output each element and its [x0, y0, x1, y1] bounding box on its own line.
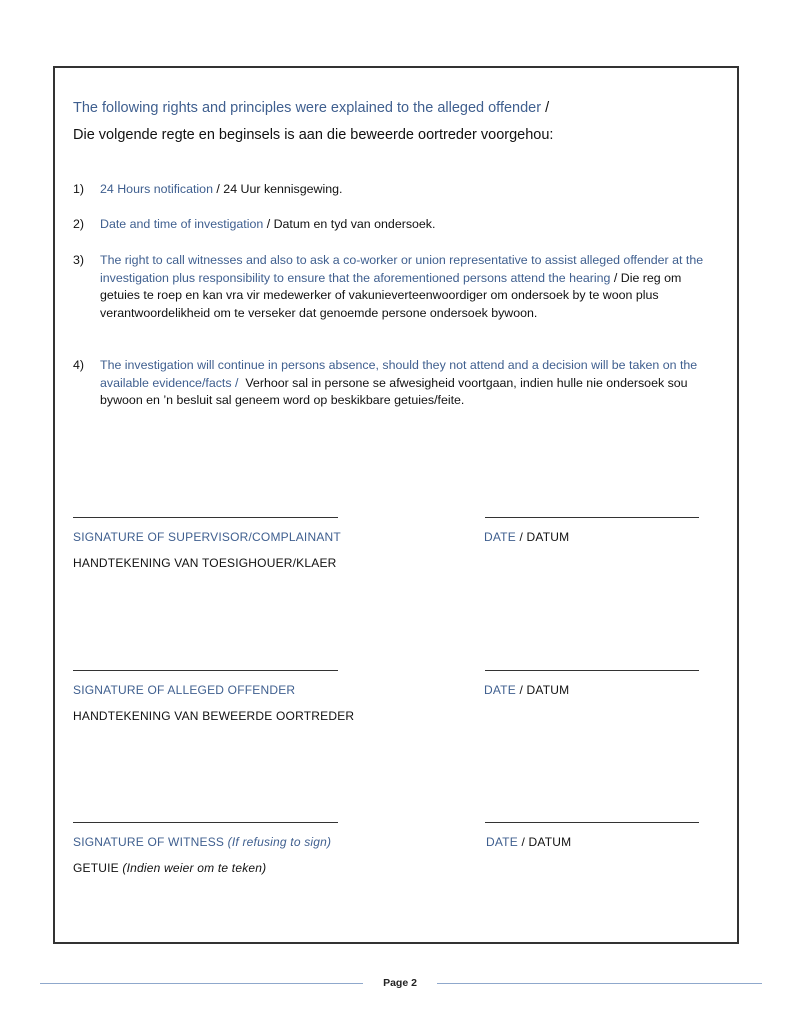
date-line	[485, 517, 699, 518]
signature-label-english: SIGNATURE OF ALLEGED OFFENDER	[73, 683, 296, 697]
date-label-afrikaans: / DATUM	[519, 683, 570, 697]
signature-label-english: SIGNATURE OF SUPERVISOR/COMPLAINANT	[73, 530, 341, 544]
list-item	[73, 252, 713, 322]
item-afrikaans: / 24 Uur kennisgewing.	[216, 182, 343, 196]
signature-label	[73, 683, 295, 697]
signature-label-english: SIGNATURE OF WITNESS	[73, 835, 225, 849]
page-number: Page 2	[383, 977, 417, 989]
signature-label-afrikaans	[73, 861, 266, 875]
item-number: 3)	[73, 253, 85, 267]
date-label-english: DATE	[484, 530, 516, 544]
date-label	[486, 835, 571, 849]
date-label-english: DATE	[484, 683, 516, 697]
date-label-afrikaans: / DATUM	[521, 835, 572, 849]
signature-line	[73, 822, 338, 823]
signature-label-afrikaans-note: (Indien weier om te teken)	[122, 861, 267, 875]
intro-slash: /	[545, 100, 550, 116]
signature-label-afrikaans-text: GETUIE	[73, 861, 119, 875]
item-english: Date and time of investigation	[100, 217, 264, 231]
footer-rule-left	[40, 983, 363, 984]
signature-label-afrikaans: HANDTEKENING VAN TOESIGHOUER/KLAER	[73, 556, 337, 570]
signature-label-afrikaans: HANDTEKENING VAN BEWEERDE OORTREDER	[73, 709, 355, 723]
signature-line	[73, 517, 338, 518]
item-afrikaans: Verhoor sal in persone se afwesigheid voortgaan, indien hulle nie ondersoek sou bywoon en ’n besluit sal geneem word op beskikbare getuies/feite.	[100, 375, 688, 408]
list-item	[73, 181, 713, 199]
date-label-english: DATE	[486, 835, 518, 849]
signature-line	[73, 670, 338, 671]
date-line	[485, 670, 699, 671]
item-english: The right to call witnesses and also to ask a co-worker or union representative to assist alleged offender at the investigation plus responsibility to ensure that the aforementioned persons attend the hearing	[100, 253, 704, 285]
date-line	[485, 822, 699, 823]
signature-label	[73, 530, 341, 544]
signature-label	[73, 835, 331, 849]
item-english: 24 Hours notification	[100, 182, 213, 196]
item-number: 4)	[73, 358, 85, 372]
date-label	[484, 530, 569, 544]
intro-english	[73, 100, 549, 116]
list-item	[73, 216, 713, 234]
signature-label-english-note: (If refusing to sign)	[227, 835, 332, 849]
item-number: 2)	[73, 217, 85, 231]
footer-rule-right	[437, 983, 762, 984]
list-item	[73, 357, 713, 410]
item-afrikaans: / Die reg om getuies te roep en kan vra vir medewerker of vakunieverteenwoordiger om ondersoek by te woon plus verantwoordelikheid om te verseker dat genoemde persone ondersoek bywoon.	[100, 270, 682, 320]
intro-english-text: The following rights and principles were explained to the alleged offender	[73, 100, 542, 116]
date-label-afrikaans: / DATUM	[519, 530, 570, 544]
intro-afrikaans: Die volgende regte en beginsels is aan die beweerde oortreder voorgehou:	[73, 127, 554, 143]
item-afrikaans: / Datum en tyd van ondersoek.	[266, 217, 436, 231]
date-label	[484, 683, 569, 697]
item-english: The investigation will continue in persons absence, should they not attend and a decision will be taken on the available evidence/facts /	[100, 358, 698, 390]
item-number: 1)	[73, 182, 85, 196]
